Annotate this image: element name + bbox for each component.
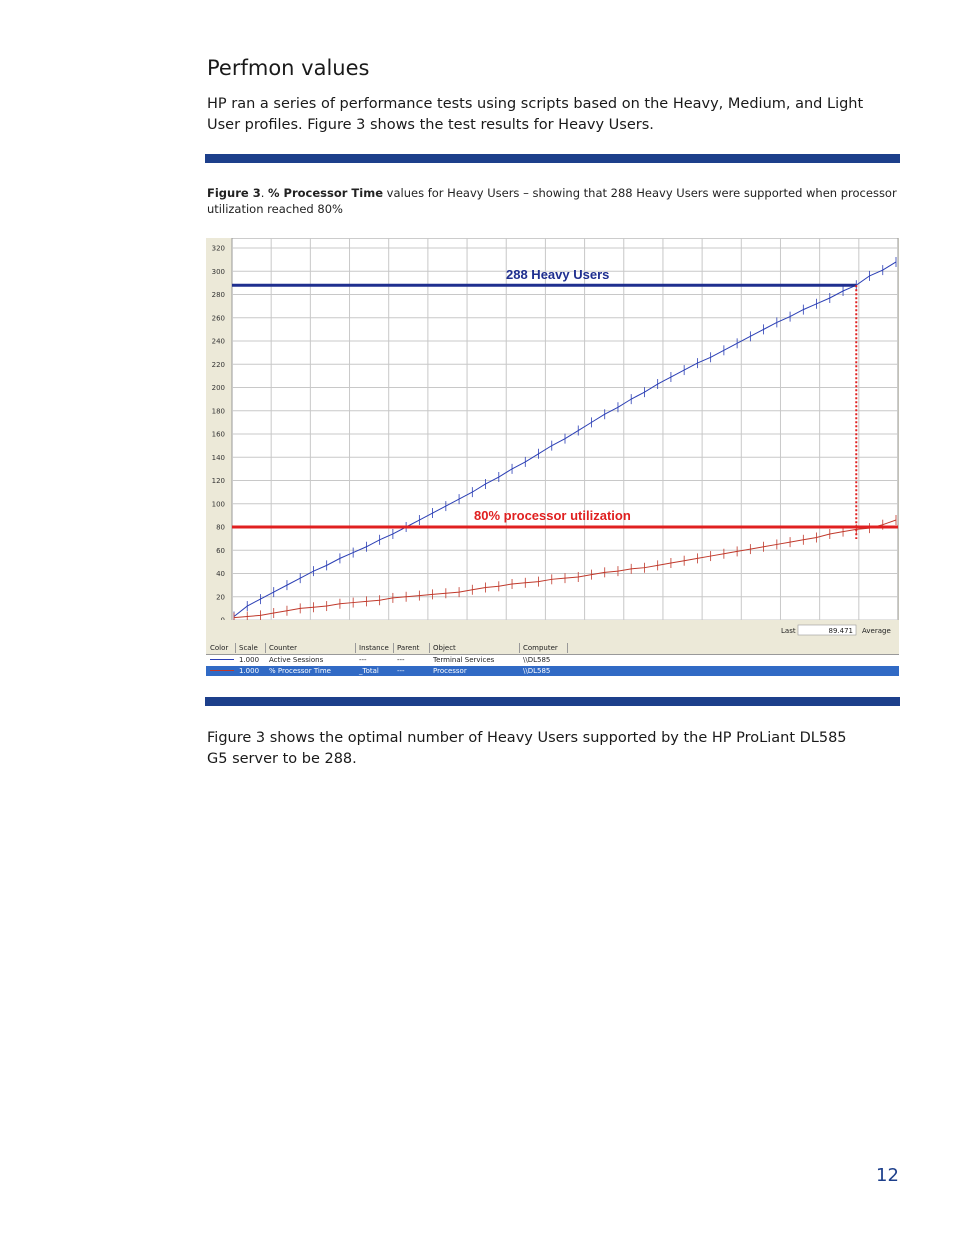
stat-last-label: Last [781,627,796,635]
legend-parent: --- [397,656,405,664]
legend-computer: \\DL585 [523,667,551,675]
y-tick-label: 100 [211,500,225,509]
y-tick-label: 260 [211,314,225,323]
legend-scale: 1.000 [239,667,260,675]
legend-header-object: Object [430,643,520,653]
y-tick-label: 20 [216,593,225,602]
legend-object: Processor [433,667,467,675]
top-rule [205,154,900,163]
legend-parent: --- [397,667,405,675]
y-tick-label: 320 [211,244,225,253]
y-tick-label: 140 [211,453,225,462]
legend-header-row [206,643,899,655]
perfmon-chart-svg [206,238,899,643]
cpu-annotation-label: 80% processor utilization [474,508,631,523]
y-tick-label: 300 [211,267,225,276]
y-tick-label: 200 [211,384,225,392]
bottom-rule [205,697,900,706]
perfmon-chart [206,238,899,678]
legend-color-swatch [210,659,234,660]
y-tick-label: 160 [211,430,225,439]
legend-instance: _Total [359,667,379,675]
y-tick-label: 220 [211,360,225,369]
legend-counter: % Processor Time [269,667,331,675]
legend-header-parent: Parent [394,643,430,653]
legend-header-computer: Computer [520,643,568,653]
intro-paragraph: HP ran a series of performance tests using scripts based on the Heavy, Medium, and Light User profiles. Figure 3 shows the test results for Heavy Users. [207,96,864,133]
caption-text: values for Heavy Users – showing that 288 Heavy Users were supported when processor utilization reached 80% [207,186,897,216]
stat-last-value: 89.471 [828,627,853,635]
y-tick-label: 180 [211,407,225,416]
legend-counter: Active Sessions [269,656,324,664]
figure-caption [207,185,901,217]
legend-object: Terminal Services [433,656,495,664]
legend-computer: \\DL585 [523,656,551,664]
y-tick-label: 280 [211,291,225,299]
stat-average-label: Average [862,627,891,635]
y-tick-label: 240 [211,337,225,346]
y-tick-label: 120 [211,477,225,485]
legend-color-swatch [210,670,234,671]
caption-label: Figure 3 [207,186,261,200]
section-heading: Perfmon values [207,56,370,80]
users-annotation-label: 288 Heavy Users [506,267,610,283]
legend-header-scale: Scale [236,643,266,653]
y-tick-label: 60 [216,546,225,555]
legend-header-color: Color [206,643,236,653]
legend-header-instance: Instance [356,643,394,653]
caption-counter: % Processor Time [268,186,383,200]
legend-scale: 1.000 [239,656,260,664]
caption-separator: . [260,186,269,200]
legend-header-counter: Counter [266,643,356,653]
y-tick-label: 40 [216,570,225,578]
y-tick-label: 80 [216,523,225,532]
page-number: 12 [876,1165,899,1186]
counter-legend-table [206,643,899,678]
conclusion-paragraph: Figure 3 shows the optimal number of Heavy Users supported by the HP ProLiant DL585 G5 server to be 288. [207,730,847,767]
legend-row-active-sessions[interactable] [206,655,899,665]
legend-row-processor-time[interactable] [206,666,899,676]
legend-instance: --- [359,656,367,664]
